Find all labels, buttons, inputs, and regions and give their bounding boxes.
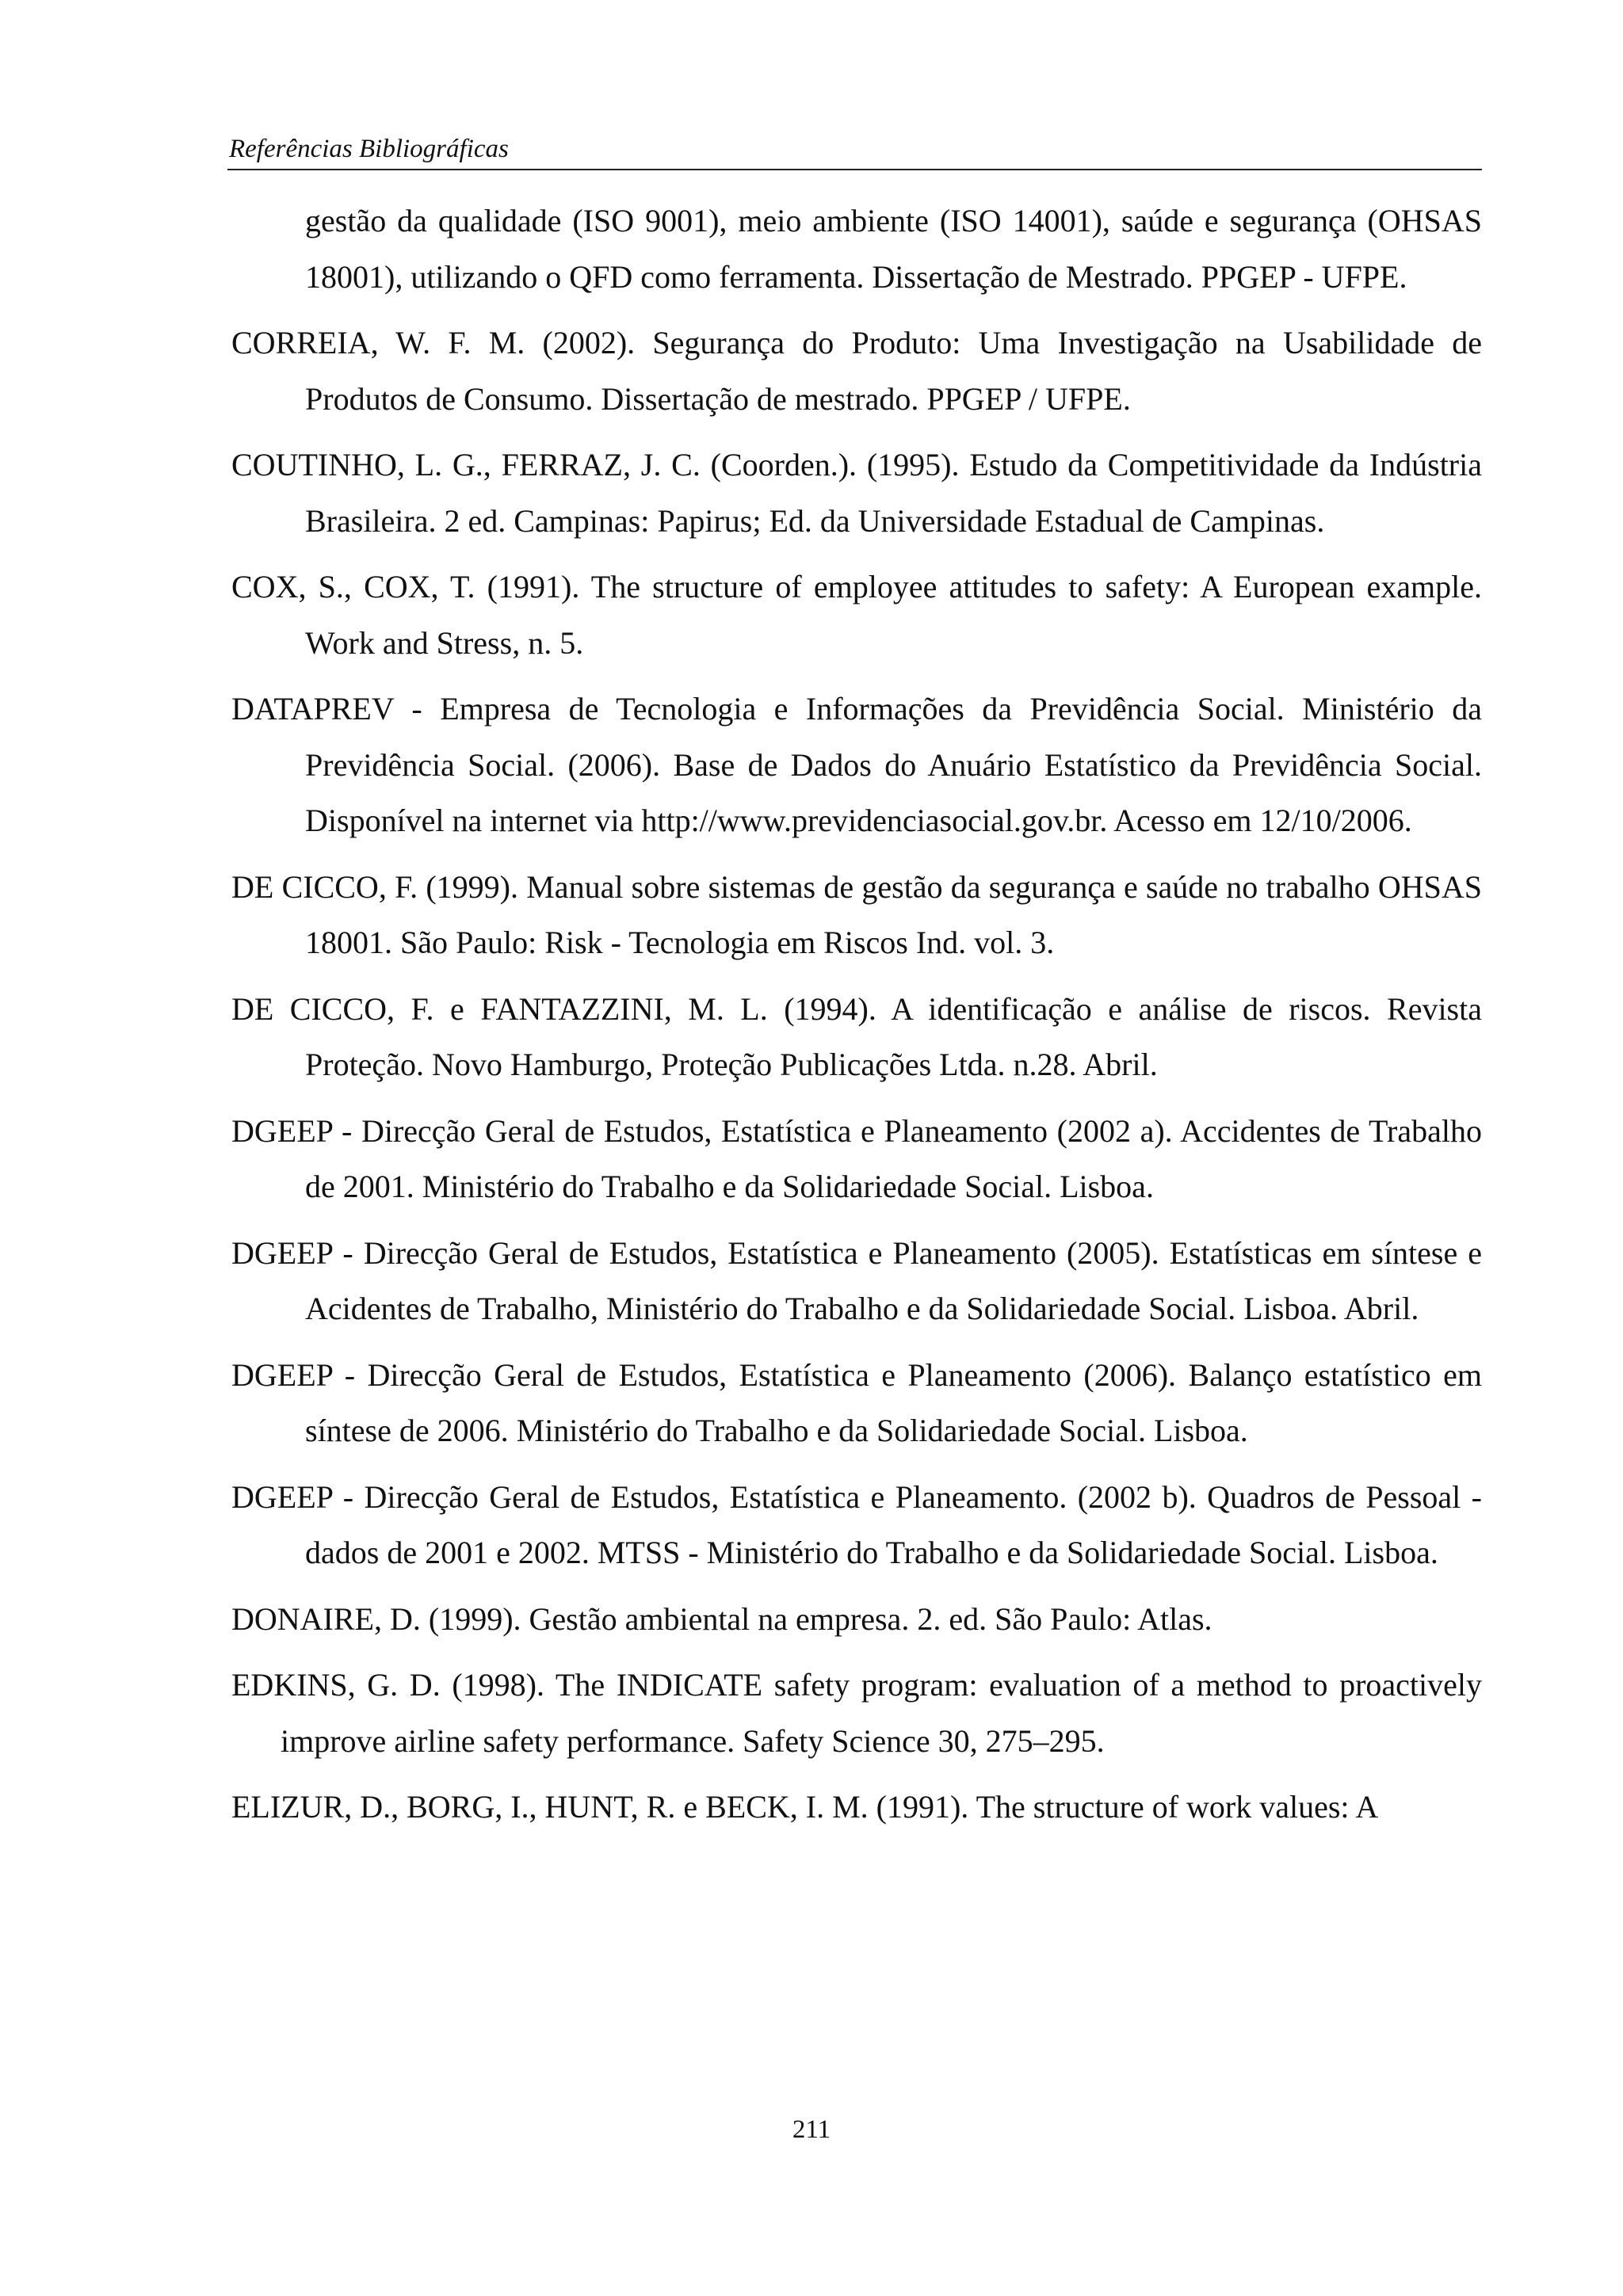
header-rule [227,169,1482,170]
reference-entry: DGEEP - Direcção Geral de Estudos, Estatística e Planeamento (2005). Estatísticas em síntese e Acidentes de Trabalho, Ministério do Trabalho e da Solidariedade Social. Lisboa. Abril. [231,1234,1482,1326]
reference-entry: DGEEP - Direcção Geral de Estudos, Estatística e Planeamento (2006). Balanço estatístico em síntese de 2006. Ministério do Trabalho e da Solidariedade Social. Lisboa. [231,1356,1482,1448]
reference-entry: COX, S., COX, T. (1991). The structure of employee attitudes to safety: A European example. Work and Stress, n. 5. [231,569,1482,661]
reference-entry: DGEEP - Direcção Geral de Estudos, Estatística e Planeamento. (2002 b). Quadros de Pessoal - dados de 2001 e 2002. MTSS - Ministério do Trabalho e da Solidariedade Social. Lisboa. [231,1478,1482,1570]
reference-entry-continuation: gestão da qualidade (ISO 9001), meio ambiente (ISO 14001), saúde e segurança (OHSAS 18001), utilizando o QFD como ferramenta. Dissertação de Mestrado. PPGEP - UFPE. [305,203,1482,295]
reference-entry: EDKINS, G. D. (1998). The INDICATE safety program: evaluation of a method to proactively improve airline safety performance. Safety Science 30, 275–295. [231,1667,1482,1759]
running-header: Referências Bibliográficas [229,135,509,163]
reference-entry: DATAPREV - Empresa de Tecnologia e Informações da Previdência Social. Ministério da Previdência Social. (2006). Base de Dados do Anuário Estatístico da Previdência Social. Disponível na internet via http://www.previdenciasocial.gov.br. Acesso em 12/10/2006. [231,691,1482,838]
reference-entry: DGEEP - Direcção Geral de Estudos, Estatística e Planeamento (2002 a). Accidentes de Trabalho de 2001. Ministério do Trabalho e da Solidariedade Social. Lisboa. [231,1112,1482,1204]
page-number: 211 [792,2115,831,2144]
reference-list [231,193,1482,1846]
reference-entry: ELIZUR, D., BORG, I., HUNT, R. e BECK, I. M. (1991). The structure of work values: A [231,1789,1379,1825]
reference-entry: DE CICCO, F. (1999). Manual sobre sistemas de gestão da segurança e saúde no trabalho OHSAS 18001. São Paulo: Risk - Tecnologia em Riscos Ind. vol. 3. [231,868,1482,960]
reference-entry: DE CICCO, F. e FANTAZZINI, M. L. (1994). A identificação e análise de riscos. Revista Proteção. Novo Hamburgo, Proteção Publicações Ltda. n.28. Abril. [231,990,1482,1082]
reference-entry: DONAIRE, D. (1999). Gestão ambiental na empresa. 2. ed. São Paulo: Atlas. [231,1600,1212,1637]
reference-entry: COUTINHO, L. G., FERRAZ, J. C. (Coorden.). (1995). Estudo da Competitividade da Indústria Brasileira. 2 ed. Campinas: Papirus; Ed. da Universidade Estadual de Campinas. [231,447,1482,539]
reference-entry: CORREIA, W. F. M. (2002). Segurança do Produto: Uma Investigação na Usabilidade de Produtos de Consumo. Dissertação de mestrado. PPGEP / UFPE. [231,325,1482,417]
